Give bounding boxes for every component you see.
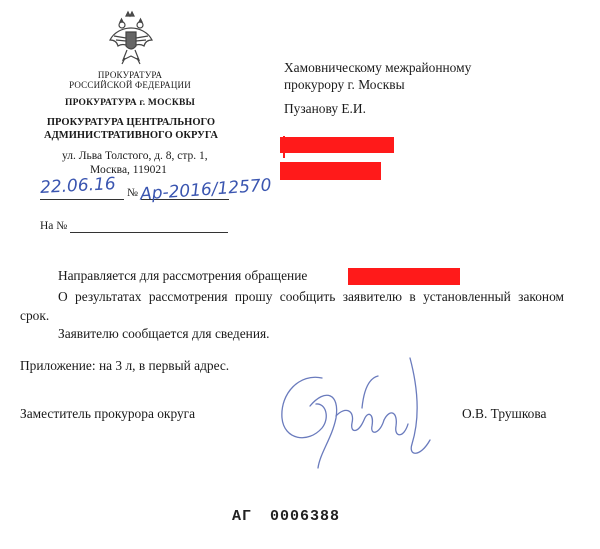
number-handwritten: Ар-2016/12570 [139, 175, 273, 205]
redaction-mark [279, 136, 289, 158]
reference-label: На № [40, 220, 68, 232]
serial-digits: 0006388 [270, 508, 341, 525]
body-paragraph-3: Заявителю сообщается для сведения. [58, 326, 270, 341]
org-name-line1: ПРОКУРАТУРА [97, 70, 163, 80]
body-paragraph-2: О результатах рассмотрения прошу сообщить заявителю в установленный законом срок. [20, 289, 564, 323]
redaction-block [280, 162, 381, 180]
org-name-line4: ПРОКУРАТУРА ЦЕНТРАЛЬНОГО [46, 117, 216, 128]
serial-number [232, 508, 340, 525]
addressee-name: Пузанову Е.И. [284, 101, 366, 116]
reference-line [70, 231, 228, 233]
serial-prefix: АГ [232, 508, 253, 525]
signer-name: О.В. Трушкова [462, 406, 547, 421]
number-prefix: № [127, 187, 138, 199]
attachment-line: Приложение: на 3 л, в первый адрес. [20, 358, 230, 373]
redaction-block [280, 137, 394, 153]
org-name-line2: РОССИЙСКОЙ ФЕДЕРАЦИИ [69, 80, 191, 90]
coat-of-arms-icon [108, 10, 154, 66]
body-paragraph-1-text: Направляется для рассмотрения обращение [58, 268, 308, 283]
addressee-line1: Хамовническому межрайонному [284, 60, 472, 75]
signer-position: Заместитель прокурора округа [20, 406, 196, 421]
org-name-line3: ПРОКУРАТУРА г. МОСКВЫ [64, 98, 196, 108]
address-line2: Москва, 119021 [90, 164, 167, 176]
address-line1: ул. Льва Толстого, д. 8, стр. 1, [62, 150, 208, 162]
date-handwritten: 22.06.16 [39, 174, 117, 198]
addressee-line2: прокурору г. Москвы [284, 77, 405, 92]
redaction-block [348, 268, 460, 285]
date-line [40, 198, 124, 200]
signature-scribble-icon [270, 348, 450, 473]
org-name-line5: АДМИНИСТРАТИВНОГО ОКРУГА [43, 130, 218, 141]
